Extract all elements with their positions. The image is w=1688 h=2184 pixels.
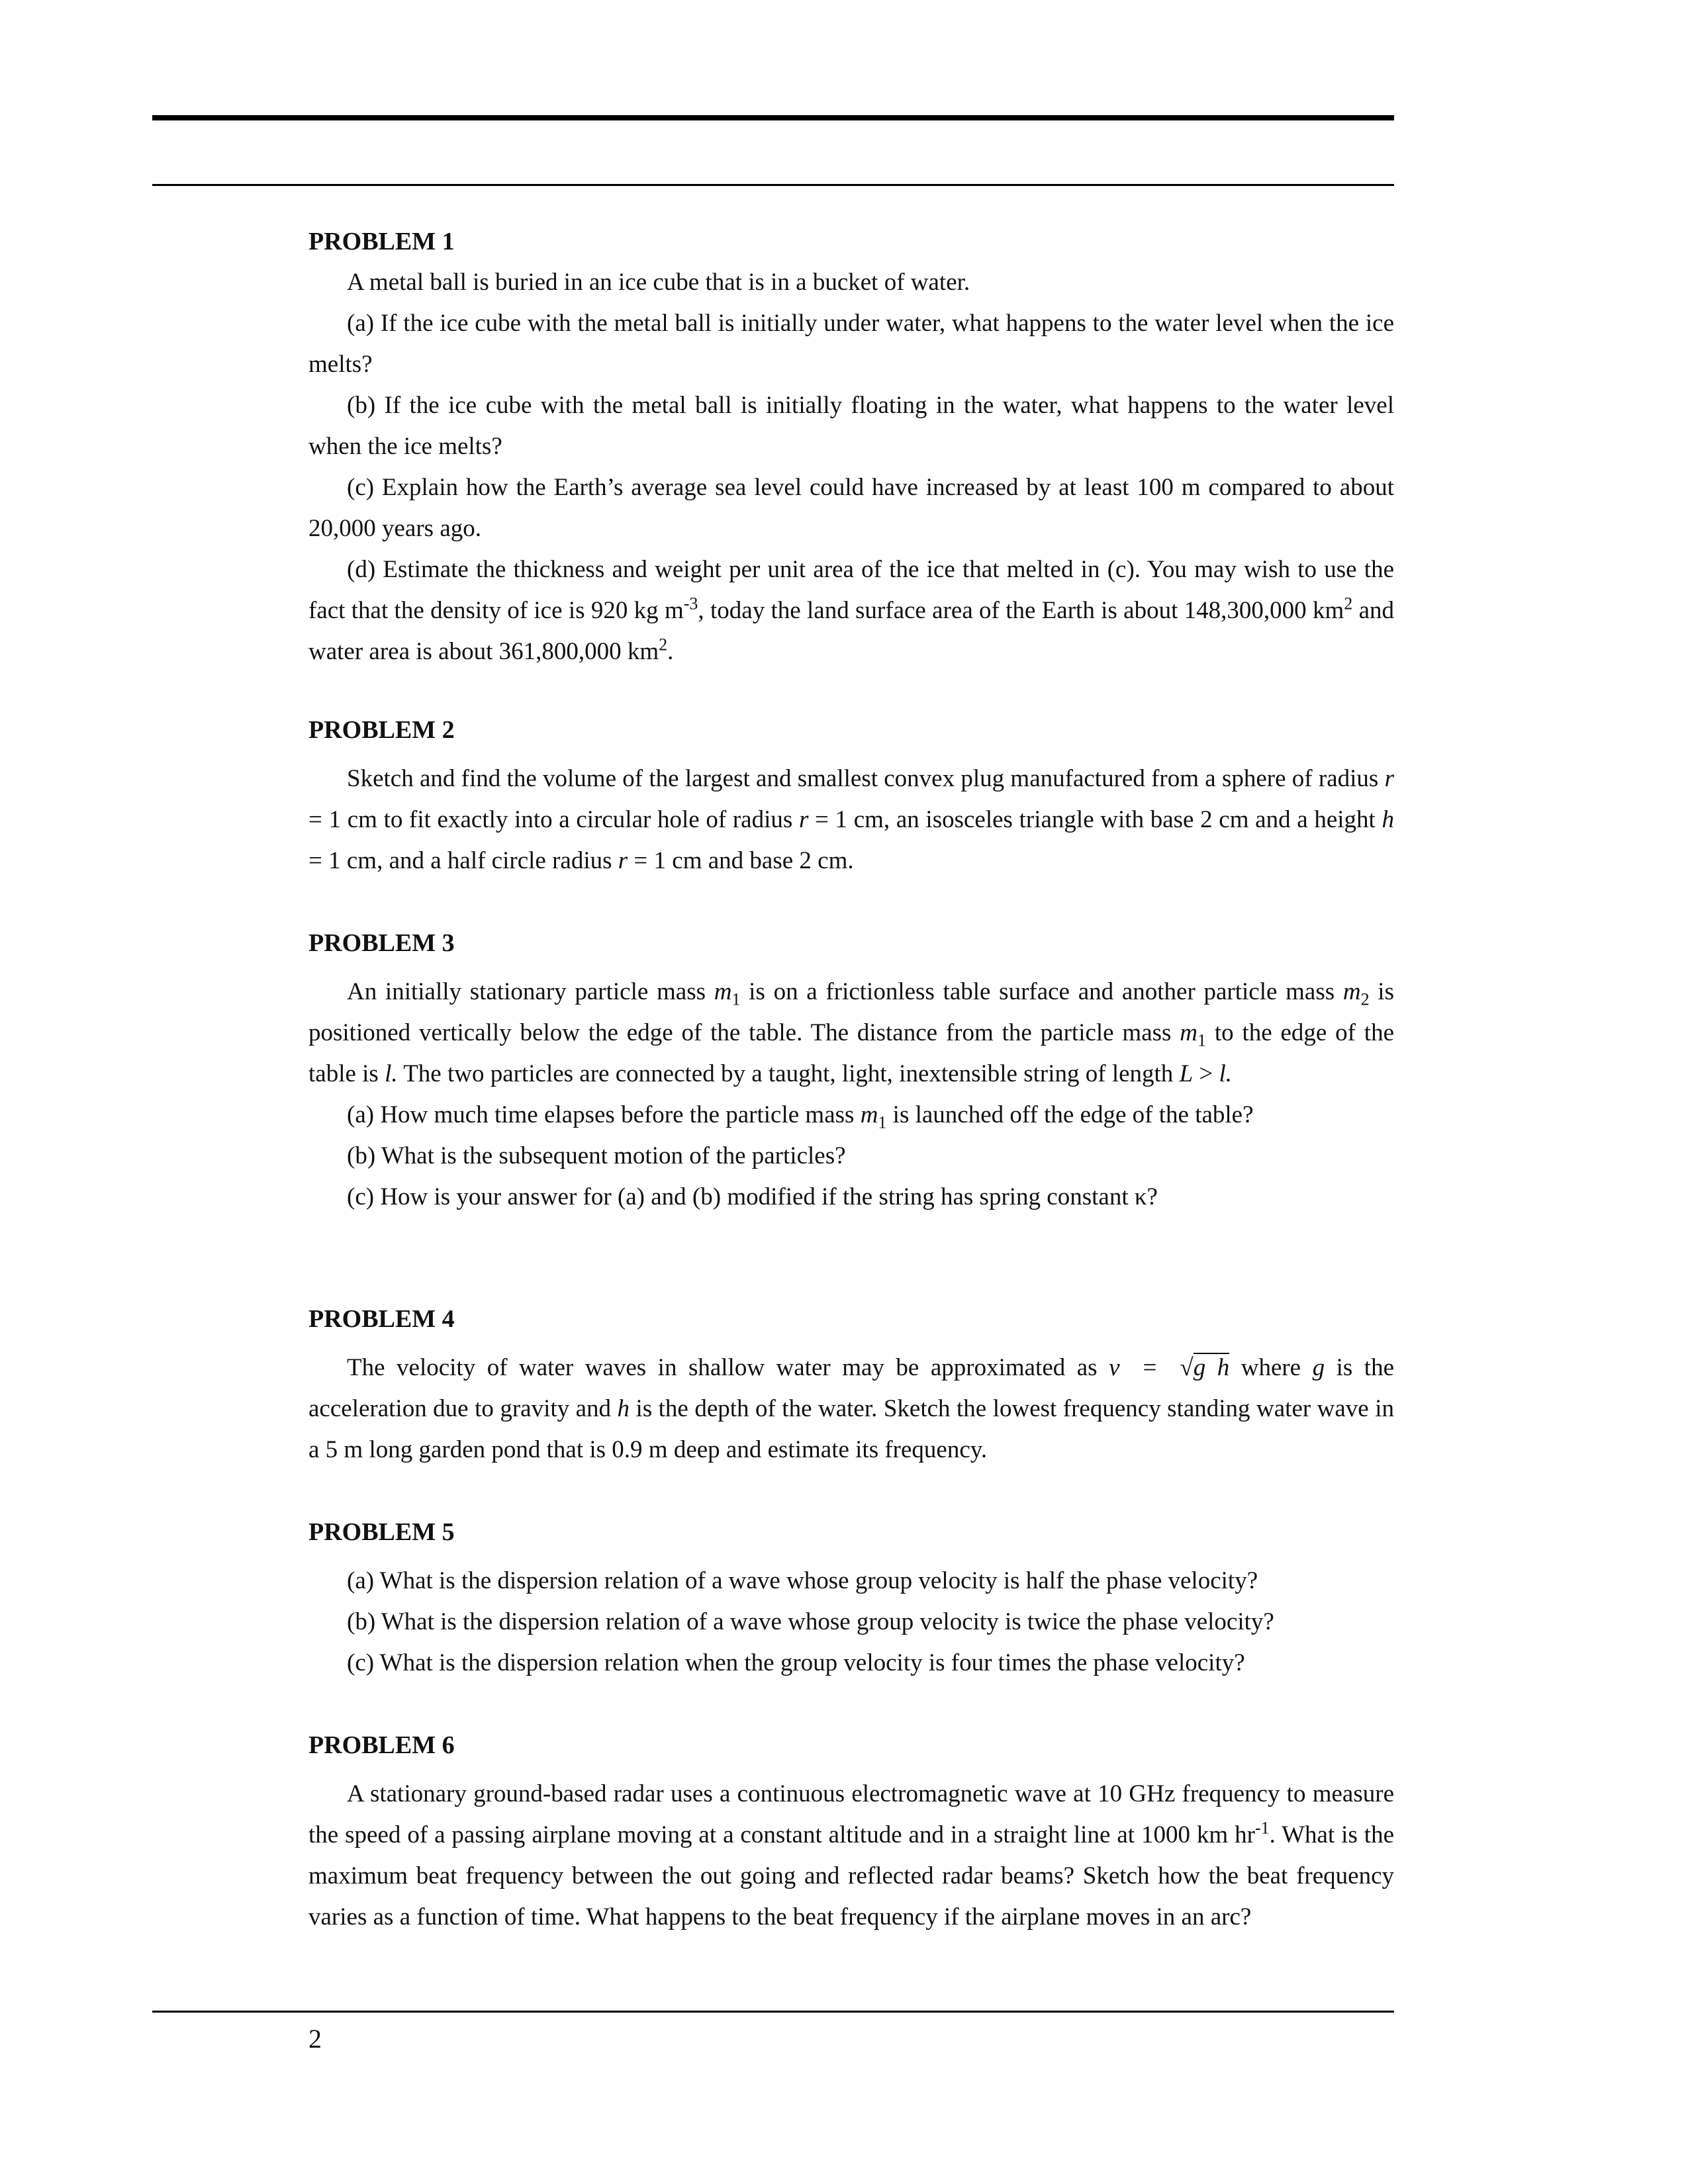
sqrt-argument: g h [1193, 1354, 1230, 1381]
problem-5-heading: PROBLEM 5 [308, 1518, 455, 1546]
problem-1-part-c: (c) Explain how the Earth’s average sea level could have increased by at least 100 m compared to about 20,000 years ago. [308, 474, 1394, 542]
problem-1-part-a: (a) If the ice cube with the metal ball is initially under water, what happens to the water level when the ice melts? [308, 310, 1394, 378]
problem-6 [308, 1725, 1394, 1938]
page-number: 2 [308, 2024, 322, 2054]
problem-5-part-b: (b) What is the dispersion relation of a wave whose group velocity is twice the phase velocity? [347, 1608, 1274, 1635]
problem-6-heading: PROBLEM 6 [308, 1731, 455, 1759]
problem-4 [308, 1298, 1394, 1471]
problem-2 [308, 709, 1394, 882]
problem-3-part-c: (c) How is your answer for (a) and (b) modified if the string has spring constant κ? [347, 1183, 1158, 1210]
problem-5 [308, 1512, 1394, 1684]
problem-1 [308, 221, 1394, 672]
problem-4-text: The velocity of water waves in shallow water may be approximated as v = √g h where g is the acceleration due to gravity and h is the depth of the water. Sketch the lowest frequency standing water wave in a 5 m long garden pond that is 0.9 m deep and estimate its frequency. [308, 1354, 1394, 1463]
problem-3-part-a: (a) How much time elapses before the particle mass $m_1$ is launched off the edge of the table? [347, 1101, 1254, 1132]
problem-3-heading: PROBLEM 3 [308, 929, 455, 957]
problem-4-heading: PROBLEM 4 [308, 1305, 455, 1333]
problem-2-text: Sketch and find the volume of the largest and smallest convex plug manufactured from a sphere of radius r = 1 cm to fit exactly into a circular hole of radius r = 1 cm, an isosceles triangle with base 2 cm and a height h = 1 cm, and a half circle radius r = 1 cm and base 2 cm. [308, 765, 1395, 874]
header-rule-thick [152, 115, 1394, 120]
problem-3 [308, 923, 1394, 1218]
sqrt-symbol: √ [1180, 1354, 1194, 1381]
problem-1-intro: A metal ball is buried in an ice cube that is in a bucket of water. [347, 269, 970, 296]
header-rule-thin [152, 184, 1394, 186]
problem-6-text: A stationary ground-based radar uses a continuous electromagnetic wave at 10 GHz frequency to measure the speed of a passing airplane moving at a constant altitude and in a straight line at 1000 km $hr^{-1}$. What is the maximum beat frequency between the out going and reflected radar beams? Sketch how the beat frequency varies as a function of time. What happens to the beat frequency if the airplane moves in an arc? [308, 1780, 1394, 1931]
problem-1-heading: PROBLEM 1 [308, 228, 455, 255]
problem-2-heading: PROBLEM 2 [308, 716, 455, 744]
footer-rule [152, 2011, 1394, 2013]
problem-3-part-b: (b) What is the subsequent motion of the particles? [347, 1142, 846, 1169]
problem-1-part-b: (b) If the ice cube with the metal ball is initially floating in the water, what happens to the water level when the ice melts? [308, 392, 1394, 460]
problem-5-part-c: (c) What is the dispersion relation when the group velocity is four times the phase velocity? [347, 1649, 1245, 1676]
problem-5-part-a: (a) What is the dispersion relation of a wave whose group velocity is half the phase velocity? [347, 1567, 1258, 1594]
problem-1-part-d: (d) Estimate the thickness and weight per unit area of the ice that melted in (c). You may wish to use the fact that the density of ice is 920 kg $m^{-3}$, today the land surface area of the Earth is about 148,300,000 $km^2$ and water area is about 361,800,000 $km^2$. [308, 556, 1395, 665]
problem-3-text: An initially stationary particle mass $m_1$ is on a frictionless table surface and another particle mass $m_2$ is positioned vertically below the edge of the table. The distance from the particle mass $m_1$ to the edge of the table is l. The two particles are connected by a taught, light, inextensible string of length L > l. [308, 978, 1394, 1087]
